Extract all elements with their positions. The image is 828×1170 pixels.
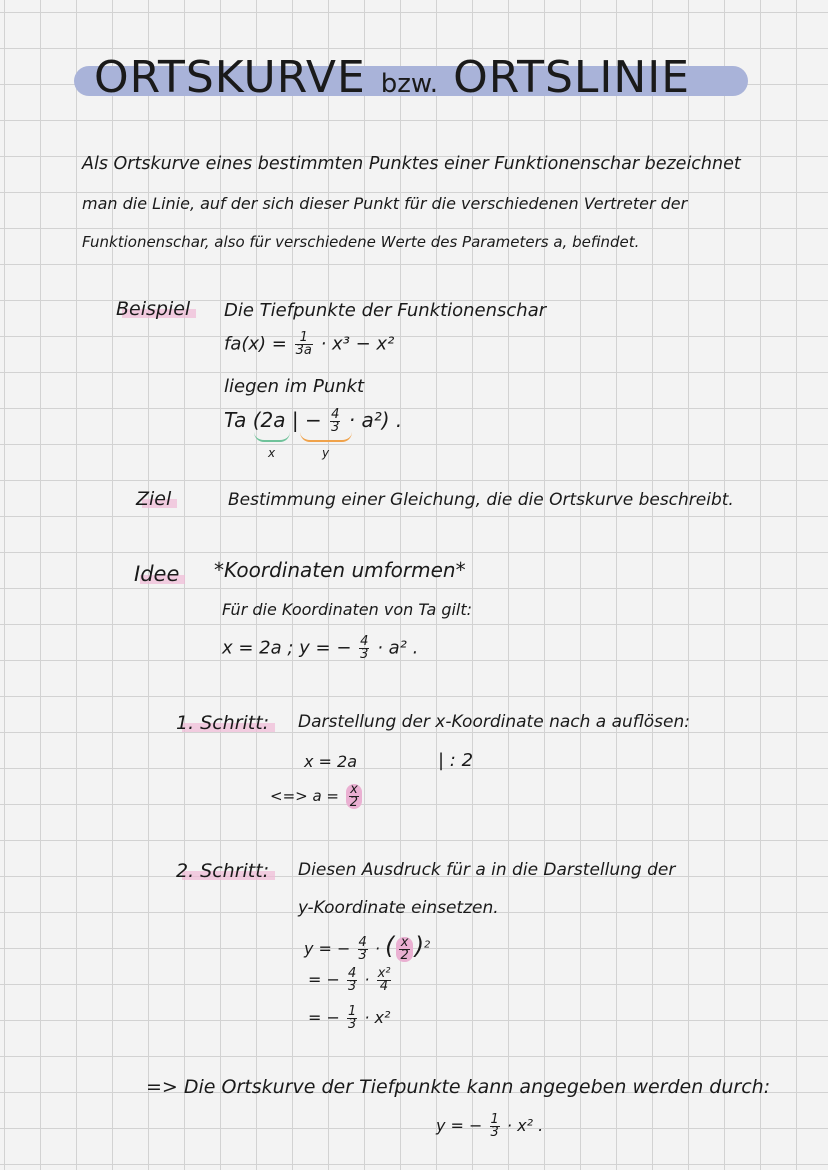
func-fraction: $\frac{1}{3a}$ [295,330,312,358]
s2-l3-pre: = − [308,1008,340,1027]
brace-x-label: x [268,446,276,460]
idee-fraction: $\frac{4}{3}$ [360,634,369,662]
title-abbr: bzw. [380,69,439,99]
conclusion-equation [436,1114,543,1139]
schritt1-label: 1. Schritt: [176,712,270,734]
point-pre: Ta (2a | − [224,408,322,432]
func-rest: · x³ − x² [320,333,395,355]
idee-label: Idee [134,562,180,586]
title-main: ORTSKURVE [94,52,366,103]
schritt1-eq2 [270,784,364,809]
schritt1-eq2-pre: <=> a = [270,787,340,805]
conclusion-eq-rest: · x² . [506,1116,544,1135]
conclusion-fraction: $\frac{1}{3}$ [490,1112,499,1140]
s2-l1-paren-fraction: $\frac{x}{2}$ [396,937,412,962]
schritt2-label: 2. Schritt: [176,860,270,882]
func-lhs: fa(x) = [224,333,287,355]
s2-l1-pre: y = − [304,939,351,958]
beispiel-point [224,408,402,434]
beispiel-line-3: liegen im Punkt [224,376,365,397]
idee-heading: *Koordinaten umformen* [214,558,466,582]
ziel-label: Ziel [136,488,172,510]
s2-l2-pre: = − [308,970,340,989]
s2-l2-fraction-2: $\frac{\text{x²}}{4}$ [377,966,391,994]
ziel-text: Bestimmung einer Gleichung, die die Ortskurve beschreibt. [228,490,734,510]
beispiel-function [224,332,394,357]
schritt1-op: | : 2 [438,750,474,771]
s2-l2-fraction: $\frac{4}{3}$ [348,966,357,994]
point-fraction: $\frac{4}{3}$ [331,407,340,435]
intro-line-3: Funktionenschar, also für verschiedene Werte des Parameters a, befindet. [82,233,640,251]
s2-l1-fraction: $\frac{4}{3}$ [358,935,367,963]
s2-l1-mid: · [374,939,381,958]
schritt2-text-2: y-Koordinate einsetzen. [298,898,499,918]
idee-line-2 [222,636,418,661]
s2-l1-exp: 2 [424,939,431,951]
intro-line-1: Als Ortskurve eines bestimmten Punktes einer Funktionenschar bezeichnet [82,154,741,174]
brace-y [300,432,352,442]
idee-eq-a: x = 2a ; y = − [222,637,352,659]
beispiel-line-1: Die Tiefpunkte der Funktionenschar [224,300,547,321]
idee-eq-b: · a² . [377,637,419,659]
schritt1-text: Darstellung der x-Koordinate nach a auflösen: [298,712,691,732]
brace-y-label: y [322,446,330,460]
s2-l3-fraction: $\frac{1}{3}$ [348,1004,357,1032]
beispiel-label: Beispiel [116,298,191,320]
s2-l3-rest: · x² [364,1008,391,1027]
schritt1-fraction: $\frac{x}{2}$ [346,784,362,809]
intro-line-2: man die Linie, auf der sich dieser Punkt für die verschiedenen Vertreter der [82,194,688,213]
conclusion-text: => Die Ortskurve der Tiefpunkte kann angegeben werden durch: [146,1076,771,1098]
point-rest: · a²) . [348,408,403,432]
schritt2-line-1: y = − $\frac{4}{3}$ · ( $\frac{x}{2}$ )$^2$ [304,932,431,963]
schritt2-line-3 [308,1006,390,1031]
conclusion-eq-pre: y = − [436,1116,483,1135]
title-alt: ORTSLINIE [453,52,691,103]
page-title [94,52,690,103]
intro-paragraph [82,145,741,262]
brace-x [254,432,290,442]
schritt1-eq1: x = 2a [304,752,358,771]
schritt2-text-1: Diesen Ausdruck für a in die Darstellung der [298,860,676,880]
schritt2-line-2: = − $\frac{4}{3}$ · $\frac{\text{x²}}{4}$ [308,966,391,994]
idee-line-1: Für die Koordinaten von Ta gilt: [222,600,473,619]
